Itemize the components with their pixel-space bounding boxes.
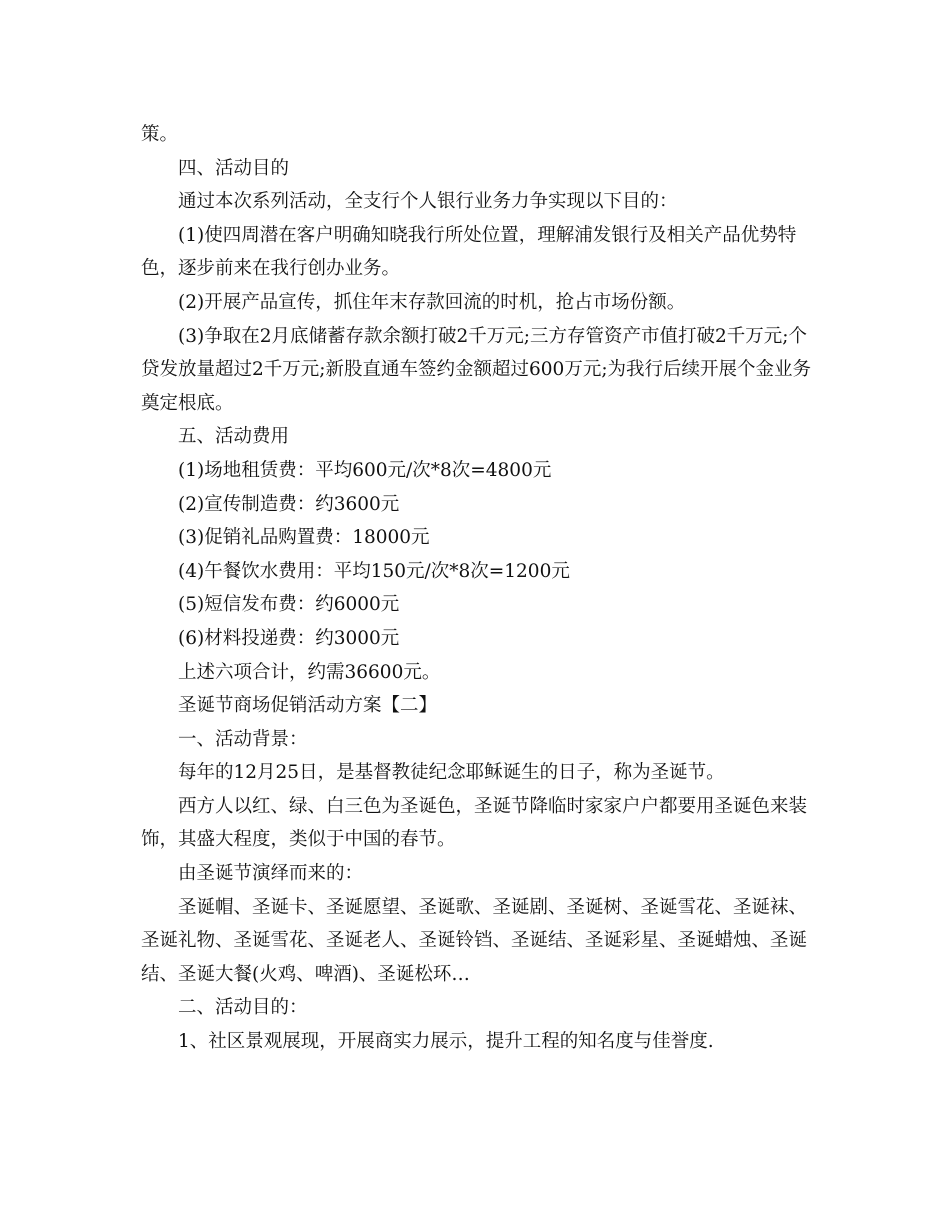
paragraph: 由圣诞节演绎而来的： [178, 863, 364, 885]
paragraph: (1)使四周潜在客户明确知晓我行所处位置，理解浦发银行及相关产品优势特色，逐步前来在我行创办业务。 [141, 224, 797, 280]
paragraph: (2)开展产品宣传，抓住年末存款回流的时机，抢占市场份额。 [178, 291, 686, 313]
paragraph: (4)午餐饮水费用：平均150元/次*8次=1200元 [178, 560, 570, 582]
paragraph: (2)宣传制造费：约3600元 [178, 493, 400, 515]
paragraph: (3)促销礼品购置费：18000元 [178, 527, 430, 549]
paragraph: 每年的12月25日，是基督教徒纪念耶稣诞生的日子，称为圣诞节。 [178, 762, 725, 784]
paragraph: (5)短信发布费：约6000元 [178, 594, 400, 616]
paragraph: 策。 [141, 124, 179, 145]
paragraph: 通过本次系列活动，全支行个人银行业务力争实现以下目的： [178, 191, 678, 213]
paragraph: 圣诞节商场促销活动方案【二】 [178, 695, 438, 717]
paragraph: (6)材料投递费：约3000元 [178, 627, 400, 649]
paragraph: 一、活动背景： [178, 728, 308, 750]
paragraph: 上述六项合计，约需36600元。 [178, 661, 441, 683]
paragraph: 二、活动目的： [178, 997, 308, 1019]
paragraph: (1)场地租赁费：平均600元/次*8次=4800元 [178, 459, 552, 481]
paragraph: 四、活动目的 [178, 157, 290, 179]
paragraph: 西方人以红、绿、白三色为圣诞色，圣诞节降临时家家户户都要用圣诞色来装饰，其盛大程度，类似于中国的春节。 [141, 795, 808, 851]
paragraph: 五、活动费用 [178, 426, 290, 448]
paragraph: 圣诞帽、圣诞卡、圣诞愿望、圣诞歌、圣诞剧、圣诞树、圣诞雪花、圣诞袜、圣诞礼物、圣诞雪花、圣诞老人、圣诞铃铛、圣诞结、圣诞彩星、圣诞蜡烛、圣诞结、圣诞大餐(火鸡、啤酒)、圣诞松环… [141, 896, 808, 985]
document-body [141, 118, 821, 1059]
paragraph: (3)争取在2月底储蓄存款余额打破2千万元;三方存管资产市值打破2千万元;个贷发放量超过2千万元;新股直通车签约金额超过600万元;为我行后续开展个金业务奠定根底。 [141, 325, 812, 414]
paragraph: 1、社区景观展现，开展商实力展示，提升工程的知名度与佳誉度. [178, 1031, 714, 1053]
